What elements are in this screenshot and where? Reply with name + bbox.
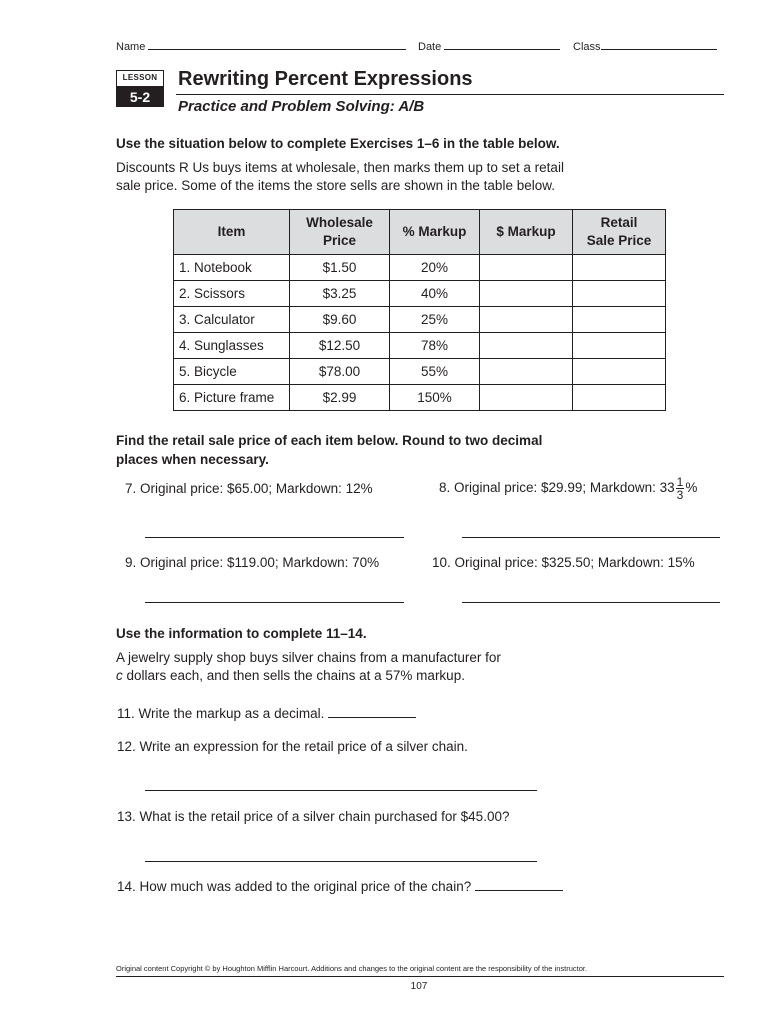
markup-table	[173, 209, 666, 411]
cell-wholesale: $12.50	[290, 333, 390, 359]
header-wholesale-price	[290, 210, 390, 255]
cell-wholesale: $9.60	[290, 307, 390, 333]
cell-retail-price-answer[interactable]	[573, 385, 666, 411]
table-header-row	[174, 210, 666, 255]
question-9: 9. Original price: $119.00; Markdown: 70%	[125, 555, 380, 570]
answer-line-7[interactable]	[145, 537, 404, 538]
cell-dollar-markup-answer[interactable]	[480, 385, 573, 411]
date-field[interactable]	[418, 39, 560, 53]
section3-paragraph-line1: A jewelry supply shop buys silver chains from a manufacturer for	[116, 650, 501, 665]
variable-c: c	[116, 668, 123, 683]
cell-dollar-markup-answer[interactable]	[480, 255, 573, 281]
fraction-denominator: 3	[676, 488, 684, 502]
section1-instruction: Use the situation below to complete Exercises 1–6 in the table below.	[116, 136, 560, 151]
answer-line-9[interactable]	[145, 602, 404, 603]
date-blank[interactable]	[444, 39, 560, 50]
question-13: 13. What is the retail price of a silver chain purchased for $45.00?	[117, 809, 510, 824]
cell-wholesale: $3.25	[290, 281, 390, 307]
section3-instruction: Use the information to complete 11–14.	[116, 626, 367, 641]
question-12: 12. Write an expression for the retail price of a silver chain.	[117, 739, 468, 754]
header-wholesale-line1: Wholesale	[306, 215, 373, 230]
cell-wholesale: $1.50	[290, 255, 390, 281]
header-retail-sale-price	[573, 210, 666, 255]
fraction-numerator: 1	[676, 475, 684, 489]
question-11	[117, 706, 416, 721]
question-11-text: 11. Write the markup as a decimal.	[117, 706, 325, 721]
table-row	[174, 281, 666, 307]
cell-item: 4. Sunglasses	[174, 333, 290, 359]
question-8-text: 8. Original price: $29.99; Markdown: 33	[439, 480, 675, 496]
lesson-number: 5-2	[116, 87, 164, 107]
class-label: Class	[573, 41, 601, 53]
cell-dollar-markup-answer[interactable]	[480, 307, 573, 333]
lesson-badge	[116, 70, 164, 106]
section2-instruction-line1: Find the retail sale price of each item below. Round to two decimal	[116, 433, 543, 448]
date-label: Date	[418, 41, 442, 53]
question-10: 10. Original price: $325.50; Markdown: 15%	[432, 555, 695, 570]
fraction-one-third	[676, 476, 685, 501]
question-14	[117, 879, 563, 894]
header-pct-markup: % Markup	[390, 210, 480, 255]
header-retail-line1: Retail	[600, 215, 638, 230]
cell-item: 3. Calculator	[174, 307, 290, 333]
cell-retail-price-answer[interactable]	[573, 281, 666, 307]
footer-divider	[116, 976, 724, 977]
page-subtitle: Practice and Problem Solving: A/B	[178, 98, 425, 115]
table-row	[174, 385, 666, 411]
table-row	[174, 359, 666, 385]
cell-pct-markup: 20%	[390, 255, 480, 281]
question-7: 7. Original price: $65.00; Markdown: 12%	[125, 481, 373, 496]
copyright-notice: Original content Copyright © by Houghton Mifflin Harcourt. Additions and changes to the original content are the responsibility of the instructor.	[116, 964, 588, 973]
cell-retail-price-answer[interactable]	[573, 359, 666, 385]
header-dollar-markup: $ Markup	[480, 210, 573, 255]
cell-retail-price-answer[interactable]	[573, 307, 666, 333]
cell-dollar-markup-answer[interactable]	[480, 281, 573, 307]
name-label: Name	[116, 41, 146, 53]
cell-item: 2. Scissors	[174, 281, 290, 307]
section3-paragraph-line2	[116, 667, 465, 685]
header-wholesale-line2: Price	[322, 233, 357, 248]
answer-blank-14[interactable]	[475, 879, 563, 891]
name-field[interactable]	[116, 39, 406, 53]
table-row	[174, 255, 666, 281]
class-field[interactable]	[573, 39, 717, 53]
question-8-percent: %	[685, 480, 698, 496]
page-number: 107	[410, 981, 428, 992]
cell-retail-price-answer[interactable]	[573, 333, 666, 359]
header-item: Item	[174, 210, 290, 255]
cell-item: 1. Notebook	[174, 255, 290, 281]
section3-paragraph-line2-rest: dollars each, and then sells the chains at a 57% markup.	[122, 668, 465, 683]
answer-line-8[interactable]	[462, 537, 720, 538]
cell-pct-markup: 55%	[390, 359, 480, 385]
cell-pct-markup: 78%	[390, 333, 480, 359]
answer-line-12[interactable]	[145, 790, 537, 791]
page-title: Rewriting Percent Expressions	[178, 68, 473, 90]
answer-line-13[interactable]	[145, 861, 537, 862]
cell-item: 6. Picture frame	[174, 385, 290, 411]
title-divider	[176, 94, 724, 95]
answer-line-10[interactable]	[462, 602, 720, 603]
section1-paragraph-line1: Discounts R Us buys items at wholesale, then marks them up to set a retail	[116, 160, 564, 175]
answer-blank-11[interactable]	[328, 706, 416, 718]
table-row	[174, 333, 666, 359]
cell-pct-markup: 150%	[390, 385, 480, 411]
cell-dollar-markup-answer[interactable]	[480, 333, 573, 359]
question-14-text: 14. How much was added to the original price of the chain?	[117, 879, 472, 894]
class-blank[interactable]	[601, 39, 717, 50]
name-blank[interactable]	[148, 39, 406, 50]
cell-pct-markup: 40%	[390, 281, 480, 307]
lesson-badge-label: LESSON	[116, 70, 164, 87]
question-8	[439, 476, 697, 501]
cell-wholesale: $78.00	[290, 359, 390, 385]
header-retail-line2: Sale Price	[586, 233, 652, 248]
cell-retail-price-answer[interactable]	[573, 255, 666, 281]
section2-instruction-line2: places when necessary.	[116, 452, 269, 467]
section1-paragraph-line2: sale price. Some of the items the store sells are shown in the table below.	[116, 178, 555, 193]
cell-wholesale: $2.99	[290, 385, 390, 411]
cell-pct-markup: 25%	[390, 307, 480, 333]
cell-item: 5. Bicycle	[174, 359, 290, 385]
table-row	[174, 307, 666, 333]
cell-dollar-markup-answer[interactable]	[480, 359, 573, 385]
